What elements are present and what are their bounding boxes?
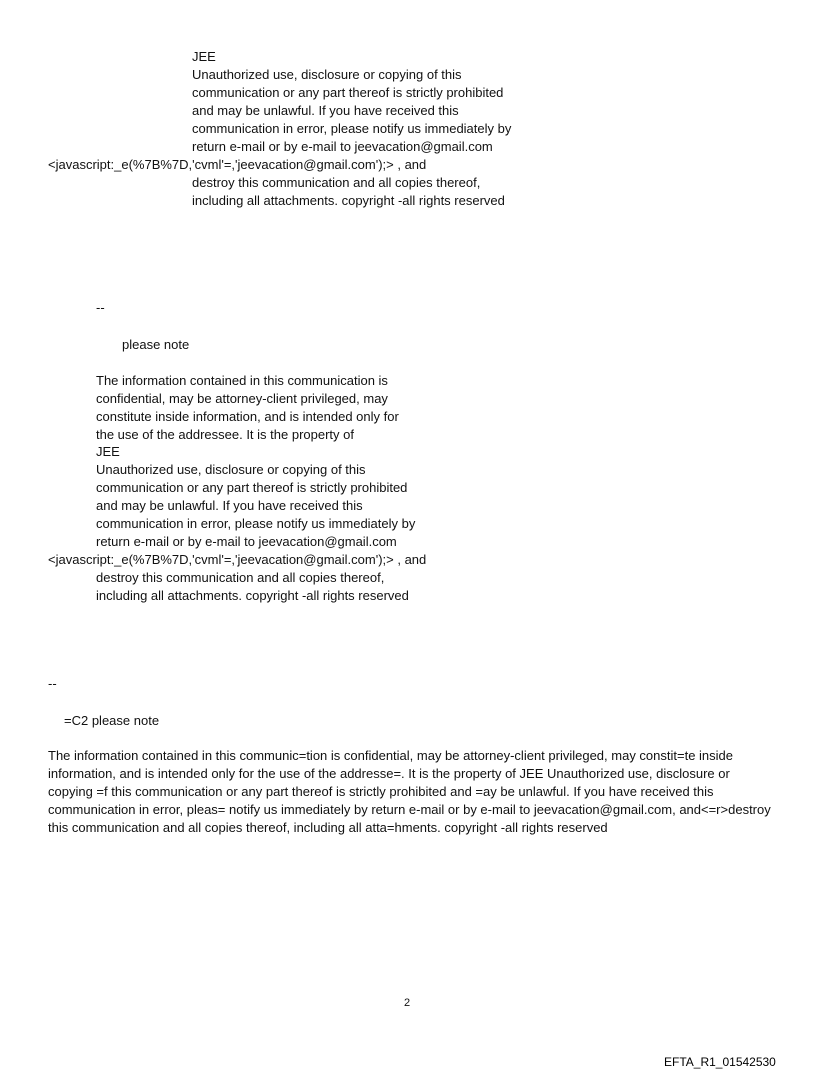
document-id: EFTA_R1_01542530 xyxy=(664,1055,776,1069)
block2-line-6: Unauthorized use, disclosure or copying of this xyxy=(96,462,366,477)
block2-line-2: confidential, may be attorney-client privileged, may xyxy=(96,391,388,406)
block2-line-12: destroy this communication and all copies thereof, xyxy=(96,570,385,585)
block2-line-10: return e-mail or by e-mail to jeevacation@gmail.com xyxy=(96,534,397,549)
heading-please-note-2: =C2 please note xyxy=(64,713,160,728)
block1-line-5: communication in error, please notify us immediately by xyxy=(192,121,512,136)
page-number: 2 xyxy=(404,997,411,1009)
block1-line-8: destroy this communication and all copies thereof, xyxy=(192,175,481,190)
block1-line-9: including all attachments. copyright -all rights reserved xyxy=(192,193,505,208)
block1-line-3: communication or any part thereof is strictly prohibited xyxy=(192,85,504,100)
block2-line-11: <javascript:_e(%7B%7D,'cvml'=,'jeevacation@gmail.com');> , and xyxy=(48,552,427,567)
block1-line-1: JEE xyxy=(192,49,216,64)
block2-line-1: The information contained in this communication is xyxy=(96,373,388,388)
block2-line-3: constitute inside information, and is intended only for xyxy=(96,409,399,424)
block1-line-4: and may be unlawful. If you have received this xyxy=(192,103,459,118)
block2-line-4: the use of the addressee. It is the property of xyxy=(96,427,354,442)
block1-line-7: <javascript:_e(%7B%7D,'cvml'=,'jeevacation@gmail.com');> , and xyxy=(48,157,427,172)
final-paragraph: The information contained in this communic=tion is confidential, may be attorney-client privileged, may constit=te inside information, and is intended only for the use of the addresse=. It is the property of JEE Unauthorized use, disclosure or copying =f this communication or any part thereof is strictly prohibited and =ay be unlawful. If you have received this communication in error, pleas= notify us immediately by return e-mail or by e-mail to jeevacation@gmail.com, and<=r>destroy this communication and all copies thereof, including all atta=hments. copyright -all rights reserved xyxy=(48,748,771,835)
block2-line-13: including all attachments. copyright -all rights reserved xyxy=(96,588,409,603)
block2-line-9: communication in error, please notify us immediately by xyxy=(96,516,416,531)
block2-line-8: and may be unlawful. If you have received this xyxy=(96,498,363,513)
block1-line-6: return e-mail or by e-mail to jeevacation@gmail.com xyxy=(192,139,493,154)
block1-line-2: Unauthorized use, disclosure or copying of this xyxy=(192,67,462,82)
separator-1: -- xyxy=(96,300,105,315)
block2-line-7: communication or any part thereof is strictly prohibited xyxy=(96,480,408,495)
separator-2: -- xyxy=(48,676,57,691)
block2-line-5: JEE xyxy=(96,444,120,459)
heading-please-note-1: please note xyxy=(122,337,190,352)
